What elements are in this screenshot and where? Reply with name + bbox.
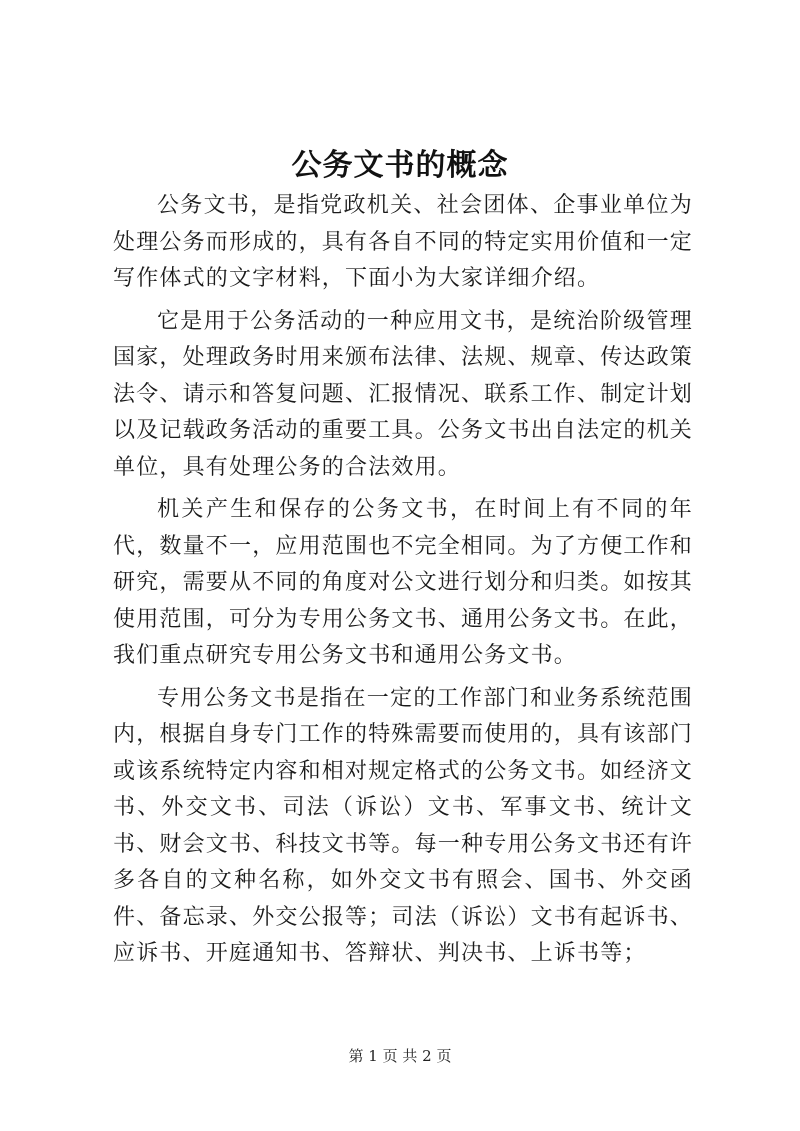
page-number-footer: 第 1 页 共 2 页 <box>348 1047 452 1065</box>
paragraph-1: 公务文书，是指党政机关、社会团体、企事业单位为处理公务而形成的，具有各自不同的特定实用价值和一定写作体式的文字材料，下面小为大家详细介绍。 <box>113 193 694 291</box>
paragraph-3: 机关产生和保存的公务文书，在时间上有不同的年代，数量不一，应用范围也不完全相同。为了方便工作和研究，需要从不同的角度对公文进行划分和归类。如按其使用范围，可分为专用公务文书、通用公务文书。在此，我们重点研究专用公务文书和通用公务文书。 <box>113 497 694 668</box>
paragraph-4: 专用公务文书是指在一定的工作部门和业务系统范围内，根据自身专门工作的特殊需要而使用的，具有该部门或该系统特定内容和相对规定格式的公务文书。如经济文书、外交文书、司法（诉讼）文书、军事文书、统计文书、财会文书、科技文书等。每一种专用公务文书还有许多各自的文种名称，如外交文书有照会、国书、外交函件、备忘录、外交公报等；司法（诉讼）文书有起诉书、应诉书、开庭通知书、答辩状、判决书、上诉书等； <box>113 685 694 966</box>
paragraph-2: 它是用于公务活动的一种应用文书，是统治阶级管理国家，处理政务时用来颁布法律、法规、规章、传达政策法令、请示和答复问题、汇报情况、联系工作、制定计划以及记载政务活动的重要工具。公务文书出自法定的机关单位，具有处理公务的合法效用。 <box>113 308 694 480</box>
document-title: 公务文书的概念 <box>291 148 509 183</box>
document-body <box>113 188 693 979</box>
